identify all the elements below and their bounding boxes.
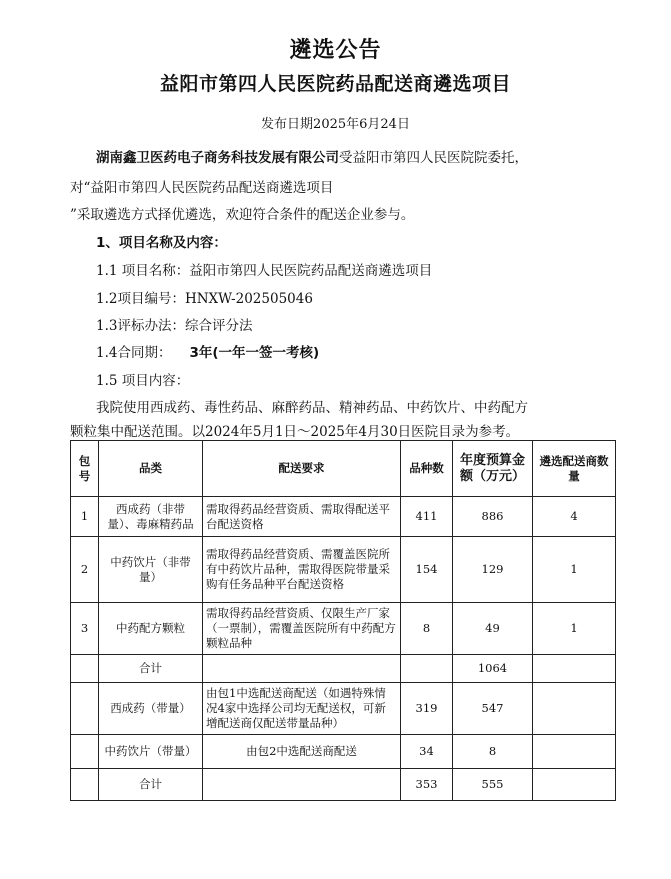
cell-item-count: 8 xyxy=(401,603,453,655)
intro-line-1-rest: 受益阳市第四人民医院院委托， xyxy=(339,150,528,166)
contract-period-value: 3年(一年一签一考核) xyxy=(189,345,320,361)
publish-date: 发布日期2025年6月24日 xyxy=(261,117,410,132)
cell-package-number xyxy=(71,769,99,801)
header-package-number: 包号 xyxy=(71,441,99,497)
table-row xyxy=(71,655,616,683)
cell-requirement xyxy=(203,769,401,801)
cell-package-number xyxy=(71,735,99,769)
cell-requirement xyxy=(203,655,401,683)
cell-category: 合计 xyxy=(99,769,203,801)
cell-requirement: 需取得药品经营资质、需覆盖医院所有中药饮片品种，需取得医院带量采购有任务品种平台配送资格 xyxy=(203,537,401,603)
cell-annual-budget: 886 xyxy=(453,497,533,537)
table-row xyxy=(71,683,616,735)
cell-annual-budget: 1064 xyxy=(453,655,533,683)
cell-annual-budget: 129 xyxy=(453,537,533,603)
table-header-row xyxy=(71,441,616,497)
cell-package-number xyxy=(71,683,99,735)
cell-item-count: 34 xyxy=(401,735,453,769)
cell-requirement: 需取得药品经营资质、需取得配送平台配送资格 xyxy=(203,497,401,537)
cell-item-count xyxy=(401,655,453,683)
cell-category: 中药饮片（带量） xyxy=(99,735,203,769)
header-item-count: 品种数 xyxy=(401,441,453,497)
item-project-content: 1.5 项目内容： xyxy=(96,373,190,389)
item-project-number: 1.2项目编号：HNXW-202505046 xyxy=(96,291,313,307)
cell-item-count: 353 xyxy=(401,769,453,801)
project-description-line-2: 颗粒集中配送范围。以2024年5月1日～2025年4月30日医院目录为参考。 xyxy=(70,424,520,440)
cell-vendor-count: 4 xyxy=(533,497,616,537)
intro-line-2: 对“益阳市第四人民医院药品配送商遴选项目 xyxy=(70,180,334,196)
project-description-line-1: 我院使用西成药、毒性药品、麻醉药品、精神药品、中药饮片、中药配方 xyxy=(96,400,528,416)
cell-category: 中药饮片（非带量） xyxy=(99,537,203,603)
cell-category: 合计 xyxy=(99,655,203,683)
document-title: 遴选公告 xyxy=(289,38,382,63)
cell-vendor-count xyxy=(533,655,616,683)
cell-vendor-count: 1 xyxy=(533,603,616,655)
cell-item-count: 319 xyxy=(401,683,453,735)
item-project-name: 1.1 项目名称：益阳市第四人民医院药品配送商遴选项目 xyxy=(96,263,433,279)
cell-category: 西成药（非带量）、毒麻精药品 xyxy=(99,497,203,537)
cell-package-number: 3 xyxy=(71,603,99,655)
cell-category: 中药配方颗粒 xyxy=(99,603,203,655)
header-vendor-count: 遴选配送商数量 xyxy=(533,441,616,497)
header-annual-budget: 年度预算金额（万元） xyxy=(453,441,533,497)
cell-package-number xyxy=(71,655,99,683)
header-requirement: 配送要求 xyxy=(203,441,401,497)
intro-line-1 xyxy=(96,146,528,166)
cell-annual-budget: 8 xyxy=(453,735,533,769)
section-1-heading: 1、项目名称及内容： xyxy=(96,235,227,251)
cell-vendor-count xyxy=(533,769,616,801)
cell-vendor-count: 1 xyxy=(533,537,616,603)
company-name: 湖南鑫卫医药电子商务科技发展有限公司 xyxy=(96,150,339,166)
cell-category: 西成药（带量） xyxy=(99,683,203,735)
header-category: 品类 xyxy=(99,441,203,497)
cell-vendor-count xyxy=(533,735,616,769)
table-row xyxy=(71,537,616,603)
cell-requirement: 由包2中选配送商配送 xyxy=(203,735,401,769)
cell-item-count: 411 xyxy=(401,497,453,537)
item-evaluation-method: 1.3评标办法：综合评分法 xyxy=(96,318,253,334)
cell-package-number: 1 xyxy=(71,497,99,537)
document-subtitle: 益阳市第四人民医院药品配送商遴选项目 xyxy=(159,73,511,95)
cell-vendor-count xyxy=(533,683,616,735)
cell-annual-budget: 555 xyxy=(453,769,533,801)
table-row xyxy=(71,497,616,537)
contract-period-label: 1.4合同期： xyxy=(96,345,172,361)
table-row xyxy=(71,735,616,769)
item-contract-period xyxy=(96,341,319,361)
cell-package-number: 2 xyxy=(71,537,99,603)
cell-requirement: 由包1中选配送商配送（如遇特殊情况4家中选择公司均无配送权，可新增配送商仅配送带量品种） xyxy=(203,683,401,735)
cell-annual-budget: 547 xyxy=(453,683,533,735)
cell-annual-budget: 49 xyxy=(453,603,533,655)
cell-requirement: 需取得药品经营资质、仅限生产厂家（一票制），需覆盖医院所有中药配方颗粒品种 xyxy=(203,603,401,655)
package-table xyxy=(70,440,616,801)
table-row xyxy=(71,603,616,655)
intro-line-3: ”采取遴选方式择优遴选，欢迎符合条件的配送企业参与。 xyxy=(70,207,415,223)
table-row xyxy=(71,769,616,801)
cell-item-count: 154 xyxy=(401,537,453,603)
